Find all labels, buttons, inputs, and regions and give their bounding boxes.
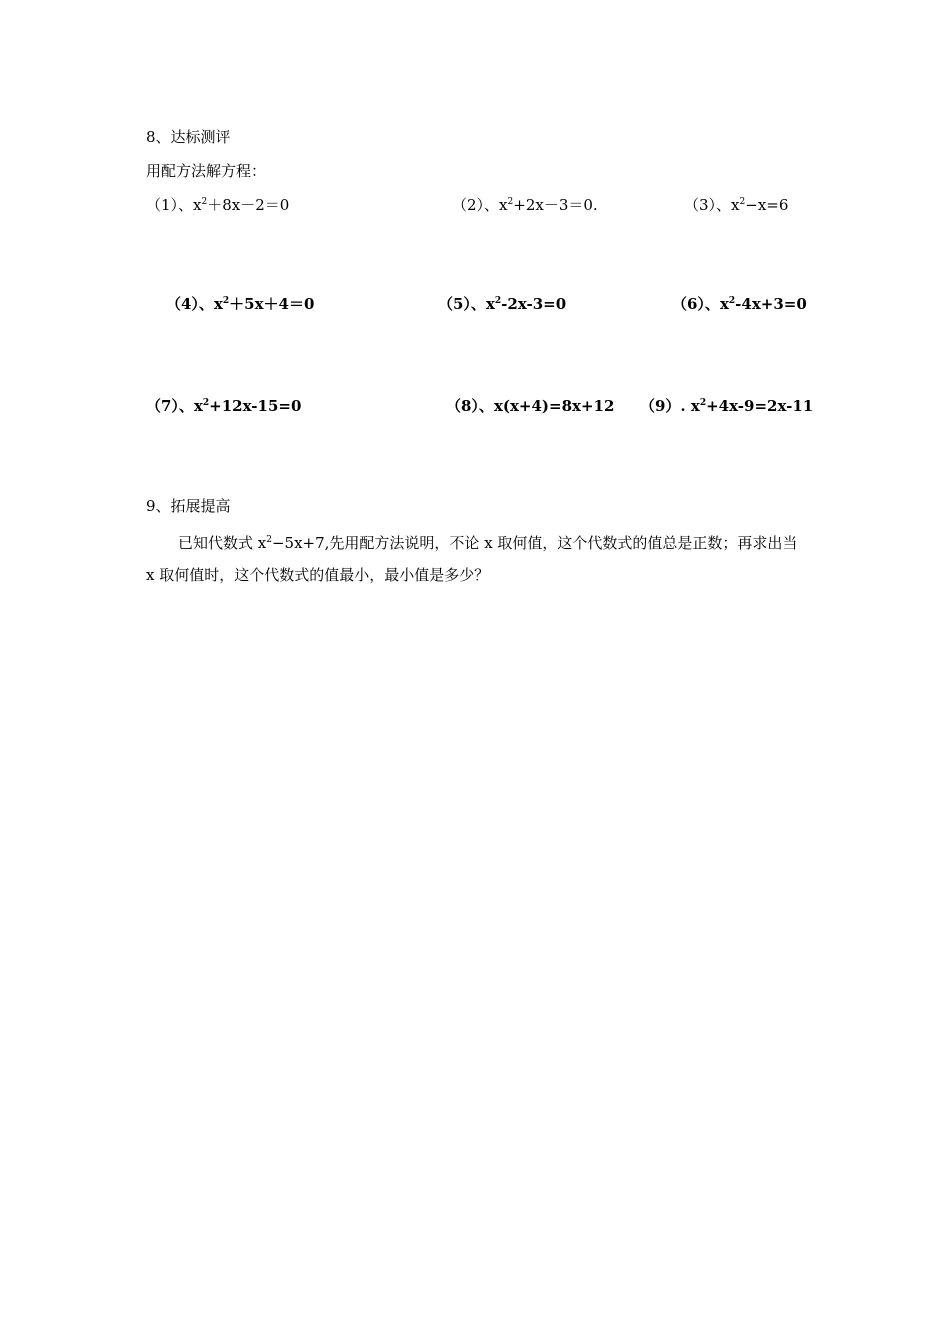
equation-rest: -2x-3=0: [501, 295, 567, 313]
equation-number: （6）、: [672, 295, 720, 313]
equation-base: x: [690, 397, 700, 415]
equation-rest: −x=6: [745, 196, 789, 214]
equation-base: x(x+4)=8x+12: [493, 397, 615, 415]
equation-rest: +4x-9=2x-11: [706, 397, 814, 415]
equation-exponent: 2: [699, 398, 707, 408]
equation-number: （1）、: [146, 196, 194, 214]
section-8-instruction: 用配方法解方程：: [146, 162, 267, 180]
equation-2: [452, 195, 598, 215]
equation-rest: -4x+3=0: [735, 295, 807, 313]
equation-rest: ＋5x＋4＝0: [229, 295, 315, 313]
equation-exponent: 2: [728, 296, 736, 306]
equation-3: [684, 195, 788, 215]
equation-number: （3）、: [684, 196, 732, 214]
equation-base: x: [719, 295, 729, 313]
equation-base: x: [193, 196, 202, 214]
equation-number: （8）、: [446, 397, 494, 415]
equation-number: （5）、: [438, 295, 486, 313]
equation-exponent: 2: [201, 197, 208, 207]
equation-number: （7）、: [146, 397, 194, 415]
equation-6: [672, 294, 807, 314]
equation-rest: +2x－3＝0.: [513, 196, 598, 214]
equation-base: x: [731, 196, 740, 214]
equation-rest: ＋8x－2＝0: [207, 196, 290, 214]
paragraph-text-2: −5x+7,先用配方法说明，不论 x 取何值，这个代数式的值总是正数；再求出当 x 取何值时，这个代数式的值最小，最小值是多少？: [146, 534, 798, 584]
equation-8: [446, 396, 614, 416]
equation-number: （4）、: [166, 295, 214, 313]
equation-5: [438, 294, 566, 314]
equation-1: [146, 195, 289, 215]
equation-exponent: 2: [494, 296, 502, 306]
equation-exponent: 2: [507, 197, 514, 207]
equation-9: [640, 396, 813, 416]
equation-4: [166, 294, 314, 314]
equation-number: （9）.: [640, 397, 691, 415]
equation-7: [146, 396, 301, 416]
section-9-title: 9、拓展提高: [146, 497, 231, 515]
equation-rest: +12x-15=0: [209, 397, 302, 415]
paragraph-exponent: 2: [266, 535, 272, 545]
section-9-paragraph: [146, 527, 810, 591]
equation-number: （2）、: [452, 196, 500, 214]
section-8-title: 8、达标测评: [146, 128, 231, 146]
equation-exponent: 2: [222, 296, 230, 306]
equation-base: x: [213, 295, 223, 313]
equation-exponent: 2: [739, 197, 746, 207]
equation-base: x: [485, 295, 495, 313]
equation-base: x: [193, 397, 203, 415]
equation-base: x: [499, 196, 508, 214]
equation-exponent: 2: [202, 398, 210, 408]
paragraph-text-1: 已知代数式 x: [178, 534, 267, 552]
